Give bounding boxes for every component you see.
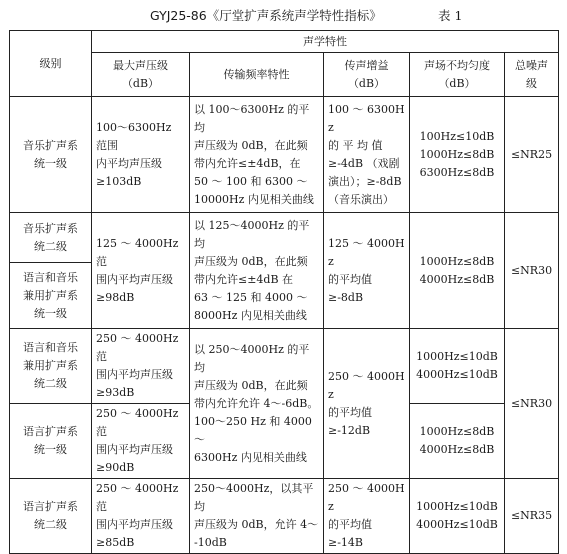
table-row (10, 479, 559, 554)
freq-response-cell: 以 125～4000Hz 的平均 声压级为 0dB，在此频 带内允许≤±4dB 在 63 ～ 125 和 4000 ～ 8000Hz 内见相关曲线 (190, 213, 324, 329)
max-spl-cell: 125 ～ 4000Hz 范 围内平均声压级 ≥98dB (92, 213, 190, 329)
header-row-2 (10, 53, 559, 97)
uniformity-cell: 1000Hz≤8dB 4000Hz≤8dB (410, 213, 505, 329)
header-acoustic: 声学特性 (92, 31, 559, 53)
level-cell: 语言和音乐 兼用扩声系 统一级 (10, 263, 92, 329)
gain-cell: 250 ～ 4000Hz 的平均值 ≥-14B (324, 479, 410, 554)
level-cell: 语言扩声系 统二级 (10, 479, 92, 554)
freq-response-cell: 以 100～6300Hz 的平均 声压级为 0dB，在此频 带内允许≤±4dB，在 50 ～ 100 和 6300 ～ 10000Hz 内见相关曲线 (190, 97, 324, 213)
document-header (0, 6, 567, 26)
document-title: GYJ25-86《厅堂扩声系统声学特性指标》 (150, 8, 382, 23)
max-spl-cell: 250 ～ 4000Hz 范 围内平均声压级 ≥93dB (92, 329, 190, 404)
table-row (10, 97, 559, 213)
noise-cell: ≤NR30 (505, 213, 559, 329)
acoustic-spec-table (9, 30, 559, 554)
gain-cell: 125 ～ 4000Hz 的平均值 ≥-8dB (324, 213, 410, 329)
noise-cell: ≤NR25 (505, 97, 559, 213)
header-level: 级别 (10, 31, 92, 97)
header-noise: 总噪声 级 (505, 53, 559, 97)
max-spl-cell: 100～6300Hz 范围 内平均声压级 ≥103dB (92, 97, 190, 213)
header-row-1 (10, 31, 559, 53)
max-spl-cell: 250 ～ 4000Hz 范 围内平均声压级 ≥90dB (92, 404, 190, 479)
freq-response-cell: 250～4000Hz，以其平均 声压级为 0dB，允许 4～ -10dB (190, 479, 324, 554)
max-spl-cell: 250 ～ 4000Hz 范 围内平均声压级 ≥85dB (92, 479, 190, 554)
table-row (10, 329, 559, 404)
uniformity-cell: 1000Hz≤10dB 4000Hz≤10dB (410, 329, 505, 404)
gain-cell: 250 ～ 4000Hz 的平均值 ≥-12dB (324, 329, 410, 479)
gain-cell: 100 ～ 6300Hz 的 平 均 值 ≥-4dB （戏剧 演出）；≥-8dB （音乐演出） (324, 97, 410, 213)
level-cell: 音乐扩声系 统一级 (10, 97, 92, 213)
uniformity-cell: 100Hz≤10dB 1000Hz≤8dB 6300Hz≤8dB (410, 97, 505, 213)
noise-cell: ≤NR35 (505, 479, 559, 554)
header-freq-response: 传输频率特性 (190, 53, 324, 97)
table-row (10, 213, 559, 263)
header-gain: 传声增益 （dB） (324, 53, 410, 97)
uniformity-cell: 1000Hz≤10dB 4000Hz≤10dB (410, 479, 505, 554)
header-uniformity: 声场不均匀度 （dB） (410, 53, 505, 97)
table-number: 表 1 (438, 8, 463, 23)
noise-cell: ≤NR30 (505, 329, 559, 479)
header-max-spl: 最大声压级 （dB） (92, 53, 190, 97)
uniformity-cell: 1000Hz≤8dB 4000Hz≤8dB (410, 404, 505, 479)
level-cell: 语言和音乐 兼用扩声系 统二级 (10, 329, 92, 404)
level-cell: 语言扩声系 统一级 (10, 404, 92, 479)
freq-response-cell: 以 250～4000Hz 的平均 声压级为 0dB，在此频 带内允许允许 4～-6dB。 100～250 Hz 和 4000 ～ 6300Hz 内见相关曲线 (190, 329, 324, 479)
level-cell: 音乐扩声系 统二级 (10, 213, 92, 263)
